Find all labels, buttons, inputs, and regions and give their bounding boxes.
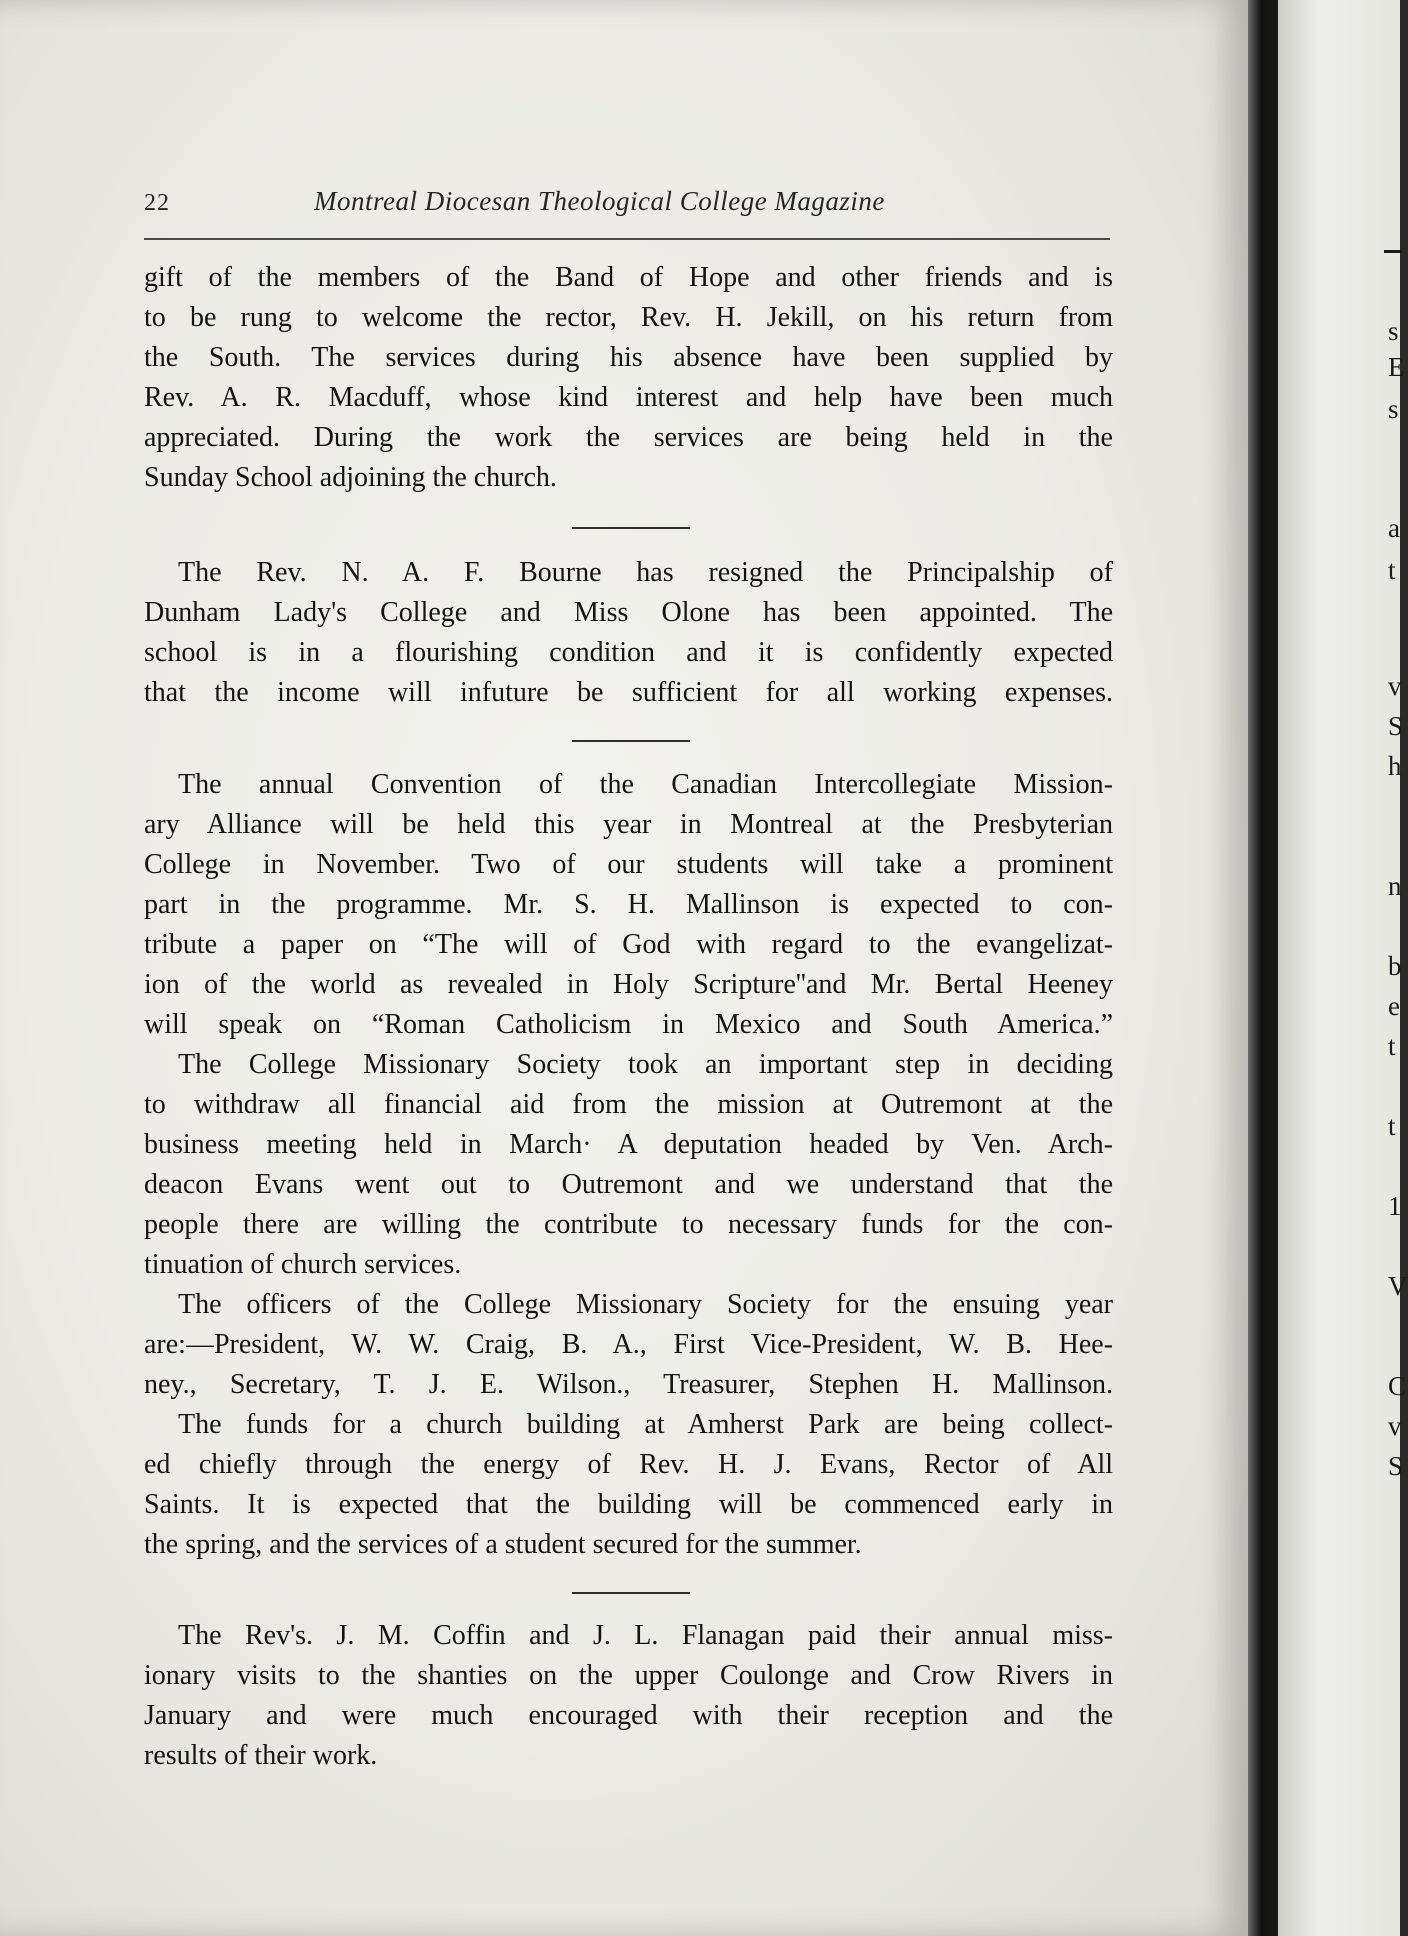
facing-page-fragment: b [1388, 951, 1402, 981]
text-line: The annual Convention of the Canadian Intercollegiate Mission- [178, 769, 1113, 800]
facing-page-fragment: V [1388, 1271, 1408, 1301]
text-line: are:—President, W. W. Craig, B. A., First Vice-President, W. B. Hee- [144, 1329, 1113, 1360]
facing-page-fragment: s [1388, 316, 1399, 346]
text-line: to withdraw all financial aid from the mission at Outremont at the [144, 1089, 1113, 1120]
page-number: 22 [144, 190, 170, 216]
facing-page-fragment: n [1388, 871, 1402, 901]
text-line: appreciated. During the work the services are being held in the [144, 422, 1113, 453]
facing-page-fragment: S [1388, 1451, 1404, 1481]
text-line: Rev. A. R. Macduff, whose kind interest and help have been much [144, 382, 1113, 413]
facing-page-fragment: s [1388, 394, 1399, 424]
facing-page-fragment: e [1388, 991, 1400, 1021]
facing-page-fragment: S [1388, 711, 1404, 741]
section-separator [572, 527, 690, 529]
text-line: The officers of the College Missionary Society for the ensuing year [178, 1289, 1113, 1320]
facing-page-fragment: a [1388, 513, 1400, 543]
text-line: ion of the world as revealed in Holy Scripture''and Mr. Bertal Heeney [144, 969, 1113, 1000]
text-line: ed chiefly through the energy of Rev. H. J. Evans, Rector of All [144, 1449, 1113, 1480]
facing-page-fragment: t [1388, 555, 1396, 585]
text-line: Dunham Lady's College and Miss Olone has been appointed. The [144, 597, 1113, 628]
text-line: The funds for a church building at Amherst Park are being collect- [178, 1409, 1113, 1440]
running-head [144, 186, 1110, 222]
section-separator [572, 1592, 690, 1594]
text-line: The College Missionary Society took an important step in deciding [178, 1049, 1113, 1080]
book-gutter [1248, 0, 1278, 1936]
text-line: ionary visits to the shanties on the upper Coulonge and Crow Rivers in [144, 1660, 1113, 1691]
facing-page-edge [1278, 0, 1408, 1936]
journal-title: Montreal Diocesan Theological College Magazine [314, 186, 885, 216]
text-line: deacon Evans went out to Outremont and we understand that the [144, 1169, 1113, 1200]
text-line: January and were much encouraged with their reception and the [144, 1700, 1113, 1731]
text-line: Saints. It is expected that the building will be commenced early in [144, 1489, 1113, 1520]
facing-page-fragment: C [1388, 1371, 1407, 1401]
header-rule [144, 238, 1110, 240]
facing-page-fragment: t [1388, 1111, 1396, 1141]
text-line: school is in a flourishing condition and it is confidently expected [144, 637, 1113, 668]
facing-page-dash [1384, 250, 1402, 253]
text-line: College in November. Two of our students will take a prominent [144, 849, 1113, 880]
text-line: The Rev. N. A. F. Bourne has resigned the Principalship of [178, 557, 1113, 588]
text-line: part in the programme. Mr. S. H. Mallinson is expected to con- [144, 889, 1113, 920]
text-line: business meeting held in March· A deputation headed by Ven. Arch- [144, 1129, 1113, 1160]
facing-page-fragment: v [1388, 1411, 1402, 1441]
text-line: tribute a paper on “The will of God with regard to the evangelizat- [144, 929, 1113, 960]
facing-page-fragment: v [1388, 671, 1402, 701]
text-line: The Rev's. J. M. Coffin and J. L. Flanagan paid their annual miss- [178, 1620, 1113, 1651]
facing-page-fragment: E [1388, 352, 1405, 382]
text-line: to be rung to welcome the rector, Rev. H. Jekill, on his return from [144, 302, 1113, 333]
facing-page-fragment: 1 [1388, 1191, 1402, 1221]
text-line: gift of the members of the Band of Hope and other friends and is [144, 262, 1113, 293]
text-line: the spring, and the services of a student secured for the summer. [144, 1529, 862, 1560]
facing-page-fragment: t [1388, 1031, 1396, 1061]
text-line: Sunday School adjoining the church. [144, 462, 557, 493]
text-line: people there are willing the contribute to necessary funds for the con- [144, 1209, 1113, 1240]
text-line: ary Alliance will be held this year in Montreal at the Presbyterian [144, 809, 1113, 840]
text-line: will speak on “Roman Catholicism in Mexico and South America.” [144, 1009, 1113, 1040]
text-line: results of their work. [144, 1740, 378, 1771]
section-separator [572, 740, 690, 742]
facing-page-fragment: h [1388, 751, 1402, 781]
text-line: tinuation of church services. [144, 1249, 462, 1280]
text-line: the South. The services during his absence have been supplied by [144, 342, 1113, 373]
text-line: ney., Secretary, T. J. E. Wilson., Treasurer, Stephen H. Mallinson. [144, 1369, 1113, 1400]
text-line: that the income will infuture be sufficient for all working expenses. [144, 677, 1113, 708]
